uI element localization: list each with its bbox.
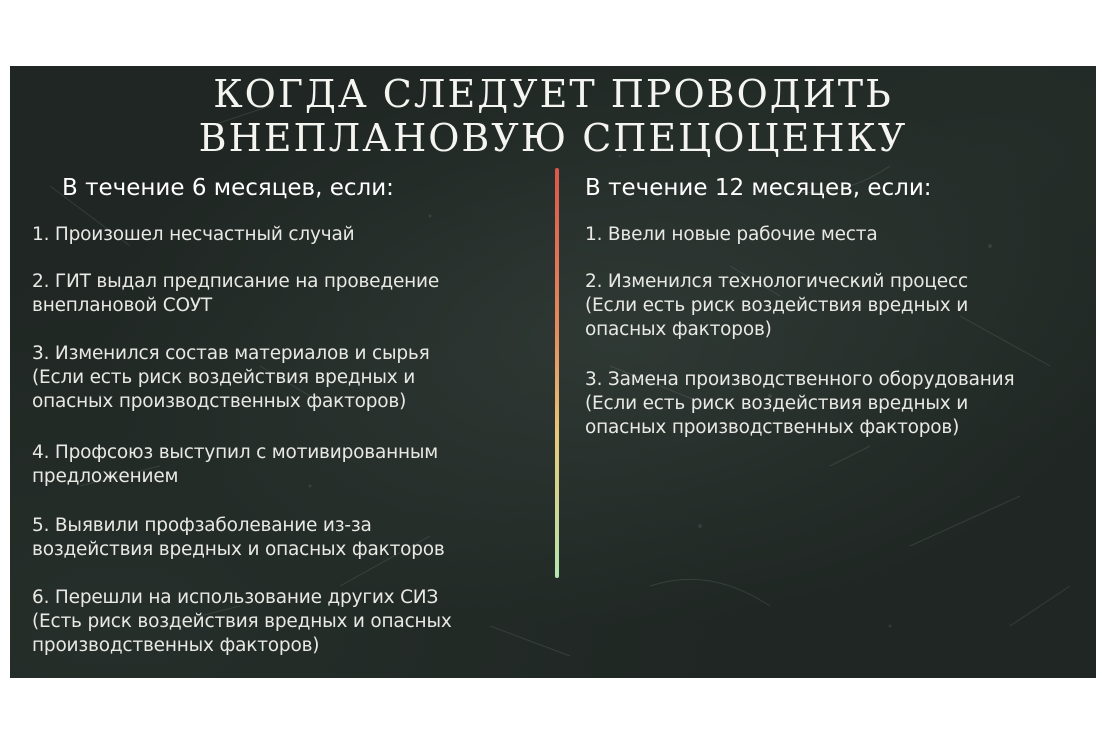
chalkboard-slide	[10, 66, 1096, 678]
left-column-heading: В течение 6 месяцев, если:	[62, 175, 394, 201]
right-item-1	[585, 223, 877, 247]
left-item-1	[32, 223, 354, 247]
right-item-2	[585, 270, 968, 342]
title-line-1: КОГДА СЛЕДУЕТ ПРОВОДИТЬ	[213, 72, 893, 116]
left-item-4	[32, 441, 438, 489]
left-item-3	[32, 342, 430, 414]
left-item-2	[32, 270, 439, 318]
left-item-5-line-2: воздействия вредных и опасных факторов	[32, 539, 445, 560]
left-item-3-line-3: опасных производственных факторов)	[32, 391, 407, 412]
left-item-6	[32, 586, 452, 658]
title-line-2: ВНЕПЛАНОВУЮ СПЕЦОЦЕНКУ	[198, 116, 908, 160]
gradient-divider	[555, 168, 559, 578]
left-item-2-line-2: внеплановой СОУТ	[32, 295, 213, 316]
left-item-4-line-2: предложением	[32, 466, 179, 487]
left-item-5	[32, 514, 445, 562]
left-item-5-line-1: 5. Выявили профзаболевание из-за	[32, 515, 372, 536]
left-item-4-line-1: 4. Профсоюз выступил с мотивированным	[32, 442, 439, 463]
right-item-3-line-3: опасных производственных факторов)	[585, 417, 960, 438]
left-item-6-line-2: (Есть риск воздействия вредных и опасных	[32, 611, 452, 632]
right-column-heading: В течение 12 месяцев, если:	[585, 175, 932, 201]
left-item-2-line-1: 2. ГИТ выдал предписание на проведение	[32, 271, 440, 292]
right-item-3-line-2: (Если есть риск воздействия вредных и	[585, 393, 969, 414]
right-item-2-line-3: опасных факторов)	[585, 319, 772, 340]
right-item-1-line-1: 1. Ввели новые рабочие места	[585, 224, 878, 245]
left-item-3-line-1: 3. Изменился состав материалов и сырья	[32, 343, 430, 364]
right-item-3	[585, 368, 1014, 440]
right-item-3-line-1: 3. Замена производственного оборудования	[585, 369, 1015, 390]
left-item-1-line-1: 1. Произошел несчастный случай	[32, 224, 355, 245]
left-item-6-line-1: 6. Перешли на использование других СИЗ	[32, 587, 439, 608]
left-item-6-line-3: производственных факторов)	[32, 635, 320, 656]
left-item-3-line-2: (Если есть риск воздействия вредных и	[32, 367, 416, 388]
right-item-2-line-1: 2. Изменился технологический процесс	[585, 271, 968, 292]
slide-title	[10, 72, 1096, 160]
right-item-2-line-2: (Если есть риск воздействия вредных и	[585, 295, 969, 316]
